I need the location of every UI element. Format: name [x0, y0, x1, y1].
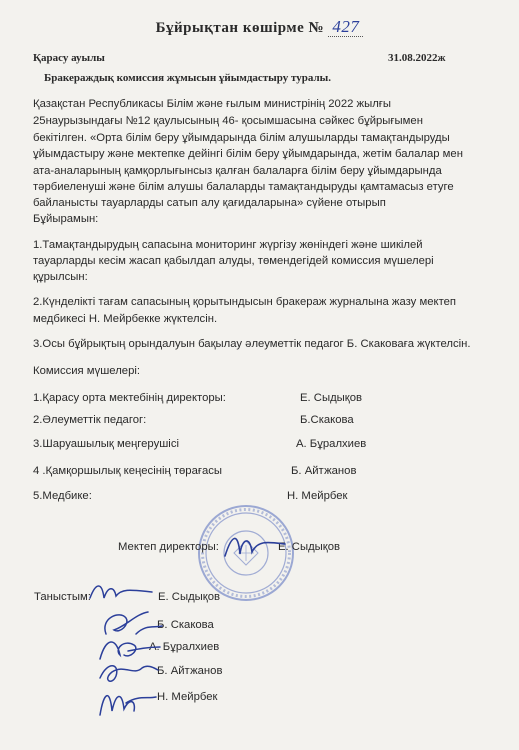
order-line: 3.Осы бұйрықтың орындалуын бақылау әлеуметтік педагог Б. Скаковаға жүктелсін.: [33, 338, 471, 350]
member-name: Н. Мейрбек: [287, 490, 348, 502]
acquainted-label: Таныстым:: [34, 591, 91, 603]
member-name: А. Бұралхиев: [296, 438, 367, 450]
acquainted-name: А. Бұралхиев: [149, 641, 220, 653]
intro-line: байланысты тауарларды сатып алу қағидаларына» сүйене отырып: [33, 197, 386, 209]
subject-line: Бракераждық комиссия жұмысын ұйымдастыру туралы.: [44, 72, 331, 84]
signature-5-icon: [90, 681, 160, 721]
intro-line: Қазақстан Республикасы Білім және ғылым министрінің 2022 жылғы: [33, 98, 392, 110]
intro-line: Бұйырамын:: [33, 213, 99, 225]
order-line: медбикесі Н. Мейрбекке жүктелсін.: [33, 313, 218, 325]
intro-line: тәрбиеленуші және білім алушы балаларды тамақтандыруды қамтамасыз етуге: [33, 181, 454, 193]
acquainted-name: Е. Сыдықов: [158, 591, 221, 603]
acquainted-name: Н. Мейрбек: [157, 691, 218, 703]
title-text: Бұйрықтан көшірме №: [155, 20, 325, 36]
director-signature-icon: [220, 526, 290, 566]
intro-line: 25наурызындағы №12 қаулысының 46- қосымшасына сәйкес бұйрығымен: [33, 115, 423, 127]
date: 31.08.2022ж: [388, 52, 446, 64]
member-name: Е. Сыдықов: [300, 392, 363, 404]
member-role: 2.Әлеуметтік педагог:: [33, 414, 147, 426]
order-number: 427: [328, 17, 363, 37]
order-line: тауарларды кесім жасап қабылдап алуды, төмендегідей комиссия мүшелері: [33, 255, 434, 267]
order-line: 2.Күнделікті тағам сапасының қорытындысын бракераж журналына жазу мектеп: [33, 296, 457, 308]
intro-line: ұйымдастыру және мектепке дейінгі білім беру ұйымдарында, жетім балалар мен: [33, 148, 463, 160]
place: Қарасу ауылы: [33, 52, 105, 64]
director-name: Е. Сыдықов: [278, 541, 341, 553]
members-heading: Комиссия мүшелері:: [33, 365, 140, 377]
member-role: 1.Қарасу орта мектебінің директоры:: [33, 392, 226, 404]
order-line: құрылсын:: [33, 271, 88, 283]
member-name: Б.Скакова: [300, 414, 354, 426]
intro-line: бекітілген. «Орта білім беру ұйымдарында білім алушыларды тамақтандыруды: [33, 132, 450, 144]
document-title: [0, 17, 519, 37]
acquainted-name: Б. Скакова: [157, 619, 214, 631]
member-role: 5.Медбике:: [33, 490, 92, 502]
acquainted-name: Б. Айтжанов: [157, 665, 223, 677]
member-role: 4 .Қамқоршылық кеңесінің төрағасы: [33, 465, 223, 477]
director-label: Мектеп директоры:: [118, 541, 219, 553]
order-line: 1.Тамақтандырудың сапасына мониторинг жүргізу жөніндегі және шикілей: [33, 239, 423, 251]
member-name: Б. Айтжанов: [291, 465, 357, 477]
member-role: 3.Шаруашылық меңгерушісі: [33, 438, 179, 450]
intro-line: ата-аналарының қамқорлығынсыз қалған балаларға білім беру ұйымдарында: [33, 165, 442, 177]
